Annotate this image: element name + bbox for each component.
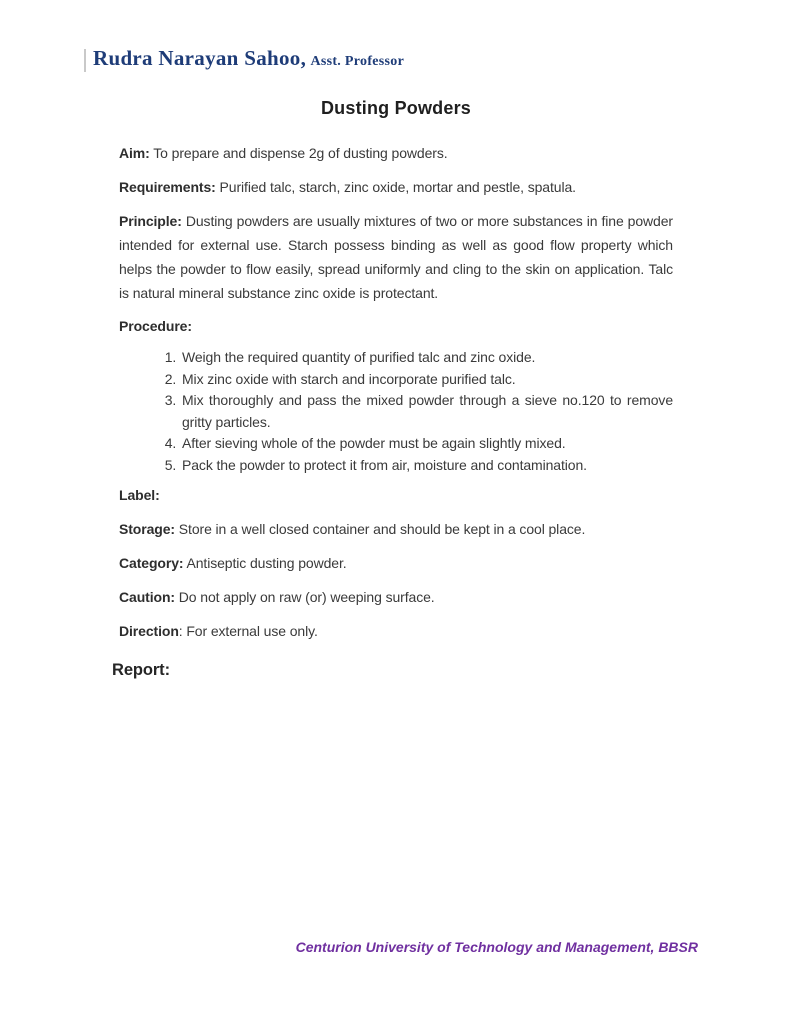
storage-label: Storage:	[119, 521, 175, 537]
section-requirements	[119, 175, 673, 199]
section-category	[119, 551, 673, 575]
document-body	[112, 96, 673, 683]
requirements-label: Requirements:	[119, 179, 216, 195]
category-label: Category:	[119, 555, 184, 571]
footer-institution: Centurion University of Technology and Management, BBSR	[295, 939, 698, 955]
principle-label: Principle:	[119, 213, 182, 229]
procedure-heading: Procedure:	[119, 318, 192, 334]
author-role: Asst. Professor	[310, 54, 405, 69]
author-name: Rudra Narayan Sahoo,	[93, 46, 307, 70]
section-storage	[119, 517, 673, 541]
caution-text: Do not apply on raw (or) weeping surface.	[178, 589, 435, 605]
label-heading: Label:	[119, 487, 160, 503]
scan-artifact-line	[84, 49, 86, 72]
report-heading: Report:	[112, 661, 170, 679]
document-header	[93, 46, 404, 71]
section-principle	[119, 209, 673, 305]
section-caution	[119, 585, 673, 609]
category-text: Antiseptic dusting powder.	[186, 555, 347, 571]
direction-text: : For external use only.	[178, 623, 318, 639]
requirements-text: Purified talc, starch, zinc oxide, mortar and pestle, spatula.	[219, 179, 576, 195]
procedure-step-4: 4. After sieving whole of the powder must be again slightly mixed.	[180, 433, 673, 455]
caution-label: Caution:	[119, 589, 175, 605]
aim-label: Aim:	[119, 145, 150, 161]
principle-text: Dusting powders are usually mixtures of two or more substances in fine powder intended for external use. Starch possess binding as well as good flow property which helps the powder to flow easily, spread uniformly and cling to the skin on application. Talc is natural mineral substance zinc oxide is protectant.	[119, 213, 673, 301]
procedure-step-5: 5. Pack the powder to protect it from air, moisture and contamination.	[180, 455, 673, 477]
section-direction	[119, 619, 673, 643]
procedure-step-2: 2. Mix zinc oxide with starch and incorporate purified talc.	[180, 369, 673, 391]
procedure-step-1: 1. Weigh the required quantity of purified talc and zinc oxide.	[180, 347, 673, 369]
storage-text: Store in a well closed container and should be kept in a cool place.	[178, 521, 586, 537]
procedure-step-3: 3. Mix thoroughly and pass the mixed powder through a sieve no.120 to remove gritty particles.	[180, 390, 673, 433]
procedure-list	[119, 347, 673, 476]
page-title: Dusting Powders	[320, 98, 471, 118]
aim-text: To prepare and dispense 2g of dusting powders.	[153, 145, 448, 161]
section-aim	[119, 141, 673, 165]
direction-label: Direction	[119, 623, 179, 639]
